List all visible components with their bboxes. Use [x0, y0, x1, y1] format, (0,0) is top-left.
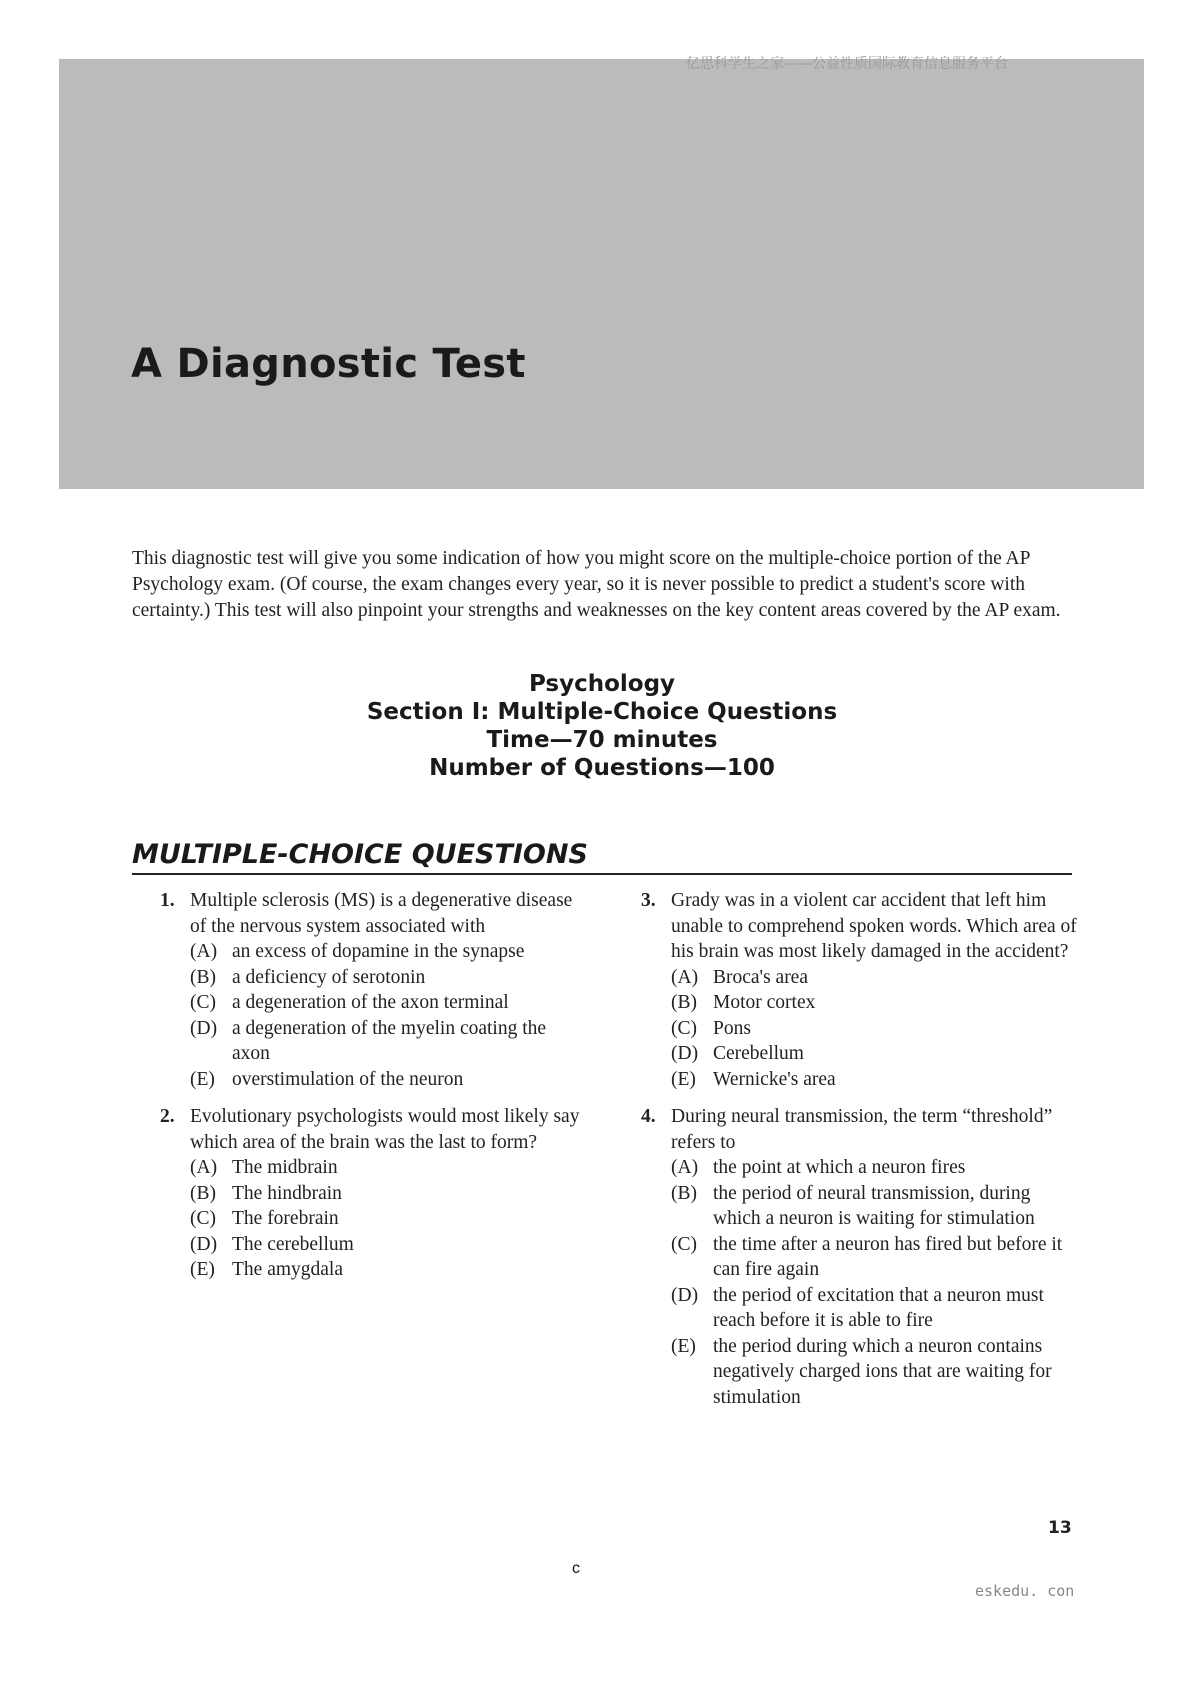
question-stem: During neural transmission, the term “threshold” refers to — [671, 1106, 1053, 1153]
answer-option[interactable] — [671, 1232, 1077, 1283]
question-number: 1. — [160, 890, 175, 911]
option-text: Wernicke's area — [713, 1068, 836, 1090]
question — [156, 888, 586, 1092]
section-subject: Psychology — [528, 671, 676, 697]
watermark-top: 亿思科学生之家——公益性质国际教育信息服务平台 — [686, 56, 1008, 72]
option-text: the time after a neuron has fired but before it can fire again — [713, 1233, 1063, 1280]
mcq-heading: MULTIPLE-CHOICE QUESTIONS — [132, 838, 1072, 875]
option-text: Cerebellum — [713, 1043, 804, 1064]
option-text: Broca's area — [713, 966, 808, 988]
option-letter: (E) — [671, 1068, 696, 1090]
option-letter: (A) — [671, 966, 699, 988]
option-letter: (D) — [190, 1233, 218, 1255]
option-text: The forebrain — [232, 1208, 339, 1229]
question-column-right — [637, 888, 1077, 1422]
answer-option[interactable] — [190, 965, 586, 991]
option-letter: (C) — [671, 1017, 697, 1039]
answer-option[interactable] — [671, 1067, 1077, 1093]
option-text: a degeneration of the axon terminal — [232, 992, 509, 1013]
option-text: The cerebellum — [232, 1233, 354, 1255]
answer-option[interactable] — [671, 1155, 1077, 1181]
option-text: the period of neural transmission, during which a neuron is waiting for stimulation — [713, 1182, 1035, 1229]
answer-options — [671, 1155, 1077, 1410]
option-text: the point at which a neuron fires — [713, 1157, 966, 1178]
question-number: 3. — [641, 890, 656, 911]
answer-option[interactable] — [671, 1283, 1077, 1334]
option-text: the period during which a neuron contains negatively charged ions that are waiting for stimulation — [713, 1335, 1052, 1408]
answer-option[interactable] — [671, 1016, 1077, 1042]
question-stem: Evolutionary psychologists would most likely say which area of the brain was the last to form? — [190, 1106, 580, 1153]
option-text: The amygdala — [232, 1259, 343, 1280]
answer-option[interactable] — [190, 1257, 586, 1283]
option-letter: (A) — [190, 1157, 218, 1178]
option-text: Pons — [713, 1017, 751, 1039]
answer-option[interactable] — [671, 1041, 1077, 1067]
option-letter: (B) — [671, 992, 697, 1013]
section-title: Section I: Multiple-Choice Questions — [366, 699, 838, 725]
option-letter: (E) — [190, 1259, 215, 1280]
option-letter: (A) — [671, 1157, 699, 1178]
option-letter: (A) — [190, 941, 218, 962]
answer-option[interactable] — [190, 1155, 586, 1181]
section-time: Time—70 minutes — [486, 727, 718, 753]
answer-option[interactable] — [190, 1181, 586, 1207]
option-letter: (E) — [190, 1068, 215, 1090]
option-letter: (C) — [190, 1208, 216, 1229]
option-text: the period of excitation that a neuron must reach before it is able to fire — [713, 1284, 1044, 1331]
option-letter: (C) — [671, 1233, 697, 1255]
answer-options — [190, 1155, 586, 1283]
answer-option[interactable] — [671, 990, 1077, 1016]
answer-option[interactable] — [671, 1334, 1077, 1411]
option-letter: (B) — [190, 1182, 216, 1204]
question — [637, 888, 1077, 1092]
answer-options — [671, 965, 1077, 1093]
question-stem: Multiple sclerosis (MS) is a degenerative disease of the nervous system associated with — [190, 890, 573, 937]
answer-option[interactable] — [190, 1016, 586, 1067]
option-letter: (C) — [190, 992, 216, 1013]
answer-option[interactable] — [671, 1181, 1077, 1232]
option-letter: (D) — [671, 1043, 699, 1064]
option-text: The hindbrain — [232, 1182, 342, 1204]
option-text: a degeneration of the myelin coating the axon — [232, 1017, 547, 1064]
chapter-title: A Diagnostic Test — [131, 341, 526, 387]
option-letter: (E) — [671, 1335, 696, 1357]
intro-paragraph: This diagnostic test will give you some indication of how you might score on the multiple-choice portion of the AP Psychology exam. (Of course, the exam changes every year, so it is never possible to predict a student's score with certainty.) This test will also pinpoint your strengths and weaknesses on the key content areas covered by the AP exam. — [132, 548, 1061, 621]
question — [156, 1104, 586, 1283]
answer-option[interactable] — [671, 965, 1077, 991]
option-text: The midbrain — [232, 1157, 338, 1178]
option-text: overstimulation of the neuron — [232, 1068, 464, 1090]
section-question-count: Number of Questions—100 — [429, 755, 775, 781]
option-letter: (D) — [190, 1017, 218, 1039]
answer-option[interactable] — [190, 939, 586, 965]
option-text: a deficiency of serotonin — [232, 966, 426, 988]
answer-options — [190, 939, 586, 1092]
option-letter: (B) — [671, 1182, 697, 1204]
question-stem: Grady was in a violent car accident that left him unable to comprehend spoken words. Which area of his brain was most likely damaged in the accident? — [671, 890, 1077, 962]
question — [637, 1104, 1077, 1410]
question-column-left — [156, 888, 586, 1295]
answer-option[interactable] — [190, 1232, 586, 1258]
option-letter: (D) — [671, 1284, 699, 1306]
page-number: 13 — [1048, 1518, 1072, 1538]
option-text: an excess of dopamine in the synapse — [232, 941, 525, 962]
watermark-bottom: eskedu. con — [975, 1582, 1075, 1600]
chapter-banner — [59, 59, 1144, 489]
question-number: 2. — [160, 1106, 175, 1127]
answer-option[interactable] — [190, 990, 586, 1016]
answer-option[interactable] — [190, 1067, 586, 1093]
stray-character: c — [572, 1560, 580, 1577]
question-number: 4. — [641, 1106, 656, 1127]
answer-option[interactable] — [190, 1206, 586, 1232]
option-text: Motor cortex — [713, 992, 816, 1013]
option-letter: (B) — [190, 966, 216, 988]
section-header — [132, 670, 1072, 782]
